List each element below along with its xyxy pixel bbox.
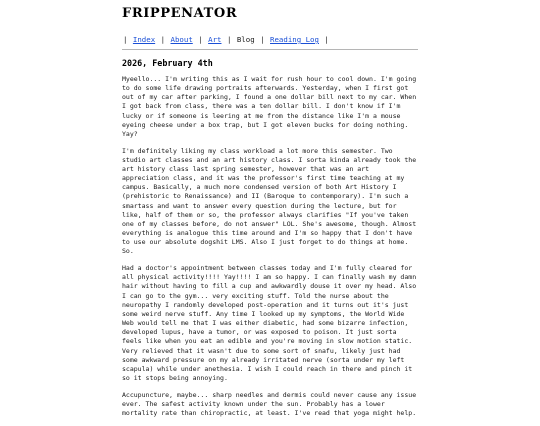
site-nav — [122, 35, 418, 45]
page-container — [122, 0, 418, 426]
site-title: FRIPPENATOR — [122, 6, 238, 21]
nav-separator: | — [123, 35, 128, 44]
nav-link-reading-log[interactable]: Reading Log — [270, 35, 319, 44]
nav-current-blog: Blog — [236, 35, 255, 44]
nav-separator: | — [198, 35, 203, 44]
nav-separator: | — [160, 35, 166, 44]
post-paragraph: Had a doctor's appointment between classes today and I'm fully cleared for all physical activity!!!! Yay!!!! I am so happy. I can finally wash my damn hair without having to fill a cup and awkwardly douse it over my head. Also I can go to the gym... very exciting stuff. Told the nurse about the neuropathy I randomly developed post-operation and it turns out it's just some weird nerve stuff. Any time I looked up my symptoms, the World Wide Web would tell me that I was either diabetic, had some bizarre infection, developed lupus, have a tumor, or was exposed to poison. It just sorta feels like when you eat an edible and you're moving in slow motion static. Very relieved that it wasn't due to some sort of snafu, likely just had some awkward pressure on my already irritated nerve (sorta under my left scapula) while under anethesia. I wish I could reach in there and pinch it so it stops being annoying. — [122, 264, 417, 383]
post-date: 2026, February 4th — [122, 58, 213, 68]
post-paragraph: I'm definitely liking my class workload a lot more this semester. Two studio art classes and an art history class. I sorta kinda already took the art history class last spring semester, however that was an art appreciation class, and it was the professor's first time teaching at my campus. Basically, a much more condensed version of both Art History I (prehistoric to Renaissance) and II (Baroque to contemporary). I'm such a smartass and want to answer every question during the lecture, but for like, half of them or so, the professor always clarifies "If you've taken one of my classes before, do not answer" LOL. She's awesome, though. Almost everything is analogue this time around and I'm so happy that I don't have to use our absolute dogshit LMS. Also I just forget to do things at home. So. — [122, 146, 417, 256]
post-body — [122, 75, 418, 418]
post-paragraph: Accupuncture, maybe... sharp needles and dermis could never cause any issue ever. The safest activity known under the sun. Probably has a lower mortality rate than chiropractic, at least. I've read that yoga might help. — [122, 390, 417, 418]
nav-separator: | — [226, 35, 232, 44]
nav-separator: | — [324, 35, 329, 44]
nav-separator: | — [260, 35, 265, 44]
post-paragraph: Myeello... I'm writing this as I wait for rush hour to cool down. I'm going to do some life drawing portraits afterwards. Yesterday, when I first got out of my car after parking, I found a one dollar bill next to my car. When I got back from class, there was a ten dollar bill. I don't know if I'm lucky or if someone is leering at me from the distance like I'm a mouse eyeing cheese under a box trap, but I got eleven bucks for doing nothing. Yay? — [122, 75, 417, 138]
nav-link-about[interactable]: About — [170, 35, 193, 44]
nav-link-index[interactable]: Index — [132, 35, 156, 44]
header-divider — [122, 49, 418, 50]
nav-link-art[interactable]: Art — [208, 35, 222, 44]
